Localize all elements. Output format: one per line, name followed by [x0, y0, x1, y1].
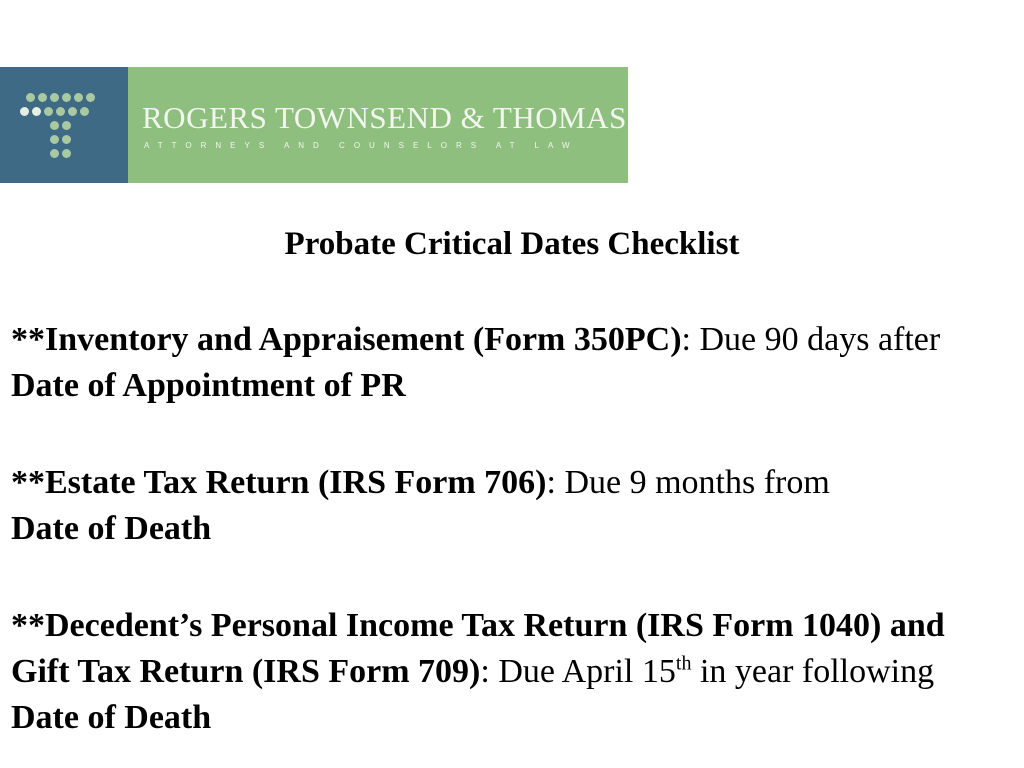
checklist-item: [11, 603, 1001, 741]
item-description-superscript: th: [675, 652, 692, 675]
item-description-after: in year following: [691, 653, 935, 690]
item-reference: Date of Death: [11, 510, 212, 547]
item-separator: :: [480, 653, 499, 690]
item-prefix: **: [11, 321, 45, 358]
item-description: Due 9 months from: [564, 464, 830, 501]
item-separator: :: [681, 321, 700, 358]
checklist-item: [11, 317, 1001, 409]
item-heading: Estate Tax Return (IRS Form 706): [45, 464, 547, 501]
page-title: Probate Critical Dates Checklist: [284, 226, 740, 262]
logo-tagline: ATTORNEYS AND COUNSELORS AT LAW: [144, 141, 579, 150]
item-reference: Date of Appointment of PR: [11, 367, 406, 404]
item-separator: :: [546, 464, 565, 501]
logo-firm-name: ROGERS TOWNSEND & THOMAS: [142, 100, 627, 135]
item-heading: Decedent’s Personal Income Tax Return (IRS Form 1040) and Gift Tax Return (IRS Form 709): [11, 607, 945, 690]
item-heading: Inventory and Appraisement (Form 350PC): [45, 321, 682, 358]
item-reference: Date of Death: [11, 699, 212, 736]
checklist-item: [11, 460, 1001, 552]
item-prefix: **: [11, 607, 45, 644]
item-description: Due April 15: [498, 653, 676, 690]
logo-band: [128, 67, 628, 183]
item-prefix: **: [11, 464, 45, 501]
item-description: Due 90 days after: [699, 321, 941, 358]
logo-mark-icon: [0, 67, 128, 183]
firm-logo: [0, 67, 628, 183]
